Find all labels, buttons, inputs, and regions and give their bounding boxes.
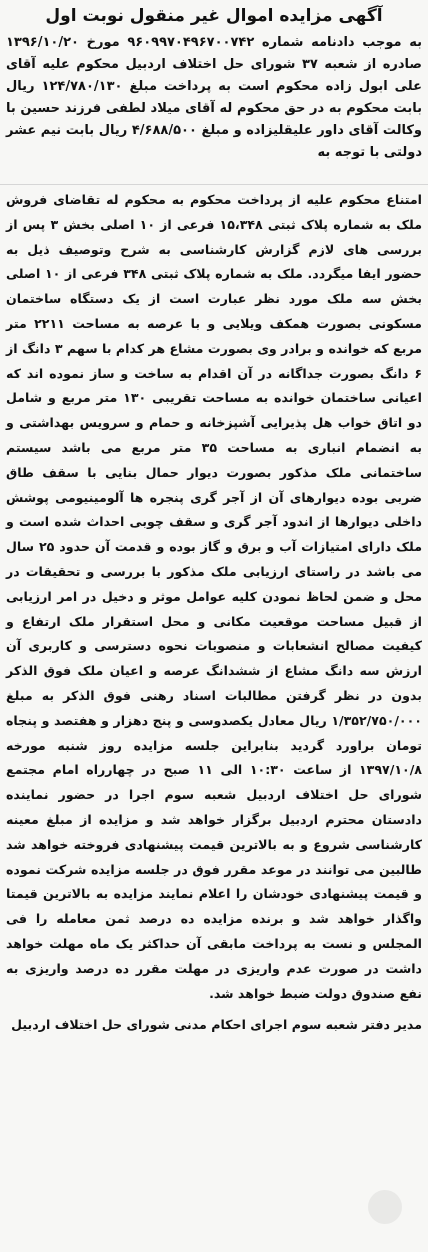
section-divider [0, 184, 428, 185]
notice-header-block [6, 4, 422, 180]
notice-body-block [6, 188, 422, 1230]
paper-stain [368, 1190, 402, 1224]
notice-title: آگهی مزایده اموال غیر منقول نوبت اول [45, 6, 383, 26]
notice-signature: مدیر دفتر شعبه سوم اجرای احکام مدنی شورای حل اختلاف اردبیل [11, 1017, 422, 1033]
notice-body-paragraph: امتناع محکوم علیه از پرداخت محکوم به محکوم له تقاضای فروش ملک به شماره پلاک ثبتی ۱۵،۳۴۸ فرعی از ۱۰ اصلی بخش ۳ پس از بررسی های لازم گزارش کارشناسی به شرح وتوصیف ذیل به حضور ایفا میگردد. ملک به شماره پلاک ثبتی ۳۴۸ فرعی از ۱۰ اصلی بخش سه ملک مورد نظر عبارت است از یک دستگاه ساختمان مسکونی بصورت همکف ویلایی و با عرصه به مساحت ۲۲۱۱ متر مربع که خوانده و برادر وی بصورت مشاع هر کدام با سهم ۳ دانگ از ۶ دانگ بصورت جداگانه در آن اقدام به ساخت و ساز نموده اند که اعیانی ساختمان خوانده به مساحت تقریبی ۱۳۰ متر مربع و شامل دو اتاق خواب هل پذیرایی آشپزخانه و حمام و سرویس بهداشتی و به انضمام انباری به مساحت ۳۵ متر مربع می باشد سیستم ساختمانی ملک مذکور بصورت دیوار حمال بنایی با سقف طاق ضربی بوده دیوارهای آن از آجر گری پنجره ها آلومینیومی پوشش داخلی دیوارها از اندود آجر گری و سقف چوبی احداث شده است و ملک دارای امتیازات آب و برق و گاز بوده و قدمت آن حدود ۲۵ سال می باشد در راستای ارزیابی ملک مذکور با بررسی و تحقیقات در محل و ضمن لحاظ نمودن کلیه عوامل موثر و دخیل در امر ارزیابی از قبیل مساحت موقعیت مکانی و محل استقرار ملک ارتفاع و کیفیت مصالح انشعابات و منصوبات نحوه دسترسی و کاربری آن ارزش سه دانگ مشاع از ششدانگ عرصه و اعیان ملک فوق الذکر بدون در نظر گرفتن مطالبات اسناد رهنی فوق الذکر به مبلغ ۱/۳۵۲/۷۵۰/۰۰۰ ریال معادل یکصدوسی و پنج دهزار و هفتصد و پنجاه تومان براورد گردید بنابراین جلسه مزایده روز شنبه مورخه ۱۳۹۷/۱۰/۸ از ساعت ۱۰:۳۰ الی ۱۱ صبح در چهارراه امام مجتمع شورای حل اختلاف اردبیل شعبه سوم اجرا در حضور نماینده دادستان محترم اردبیل برگزار خواهد شد و مزایده از مبلغ معینه کارشناسی شروع و به بالاترین قیمت پیشنهادی فروخته خواهد شد طالبین می توانند در موعد مقرر فوق در جلسه مزایده شرکت نموده و قیمت پیشنهادی خودشان را اعلام نمایند مزایده به بالاترین قیمتا واگذار خواهد شد و برنده مزایده ده درصد ثمن معامله را فی المجلس و نست به پرداخت مابقی آن حداکثر یک ماه مهلت خواهد داشت در صورت عدم واریزی در مهلت مقرر ده درصد واریزی به نفع صندوق دولت ضبط خواهد شد. [6, 192, 423, 1001]
notice-intro-paragraph: به موجب دادنامه شماره ۹۶۰۹۹۷۰۴۹۶۷۰۰۷۴۲ مورخ ۱۳۹۶/۱۰/۲۰ صادره از شعبه ۳۷ شورای حل اختلاف اردبیل محکوم علیه آقای علی ابول زاده محکوم است به پرداخت مبلغ ۱۲۴/۷۸۰/۱۳۰ ریال بابت محکوم به در حق محکوم له آقای میلاد لطفی فرزند حسین با وکالت آقای داور علیقلیزاده و مبلغ ۴/۶۸۸/۵۰۰ ریال بابت نیم عشر دولتی با توجه به [6, 35, 422, 160]
